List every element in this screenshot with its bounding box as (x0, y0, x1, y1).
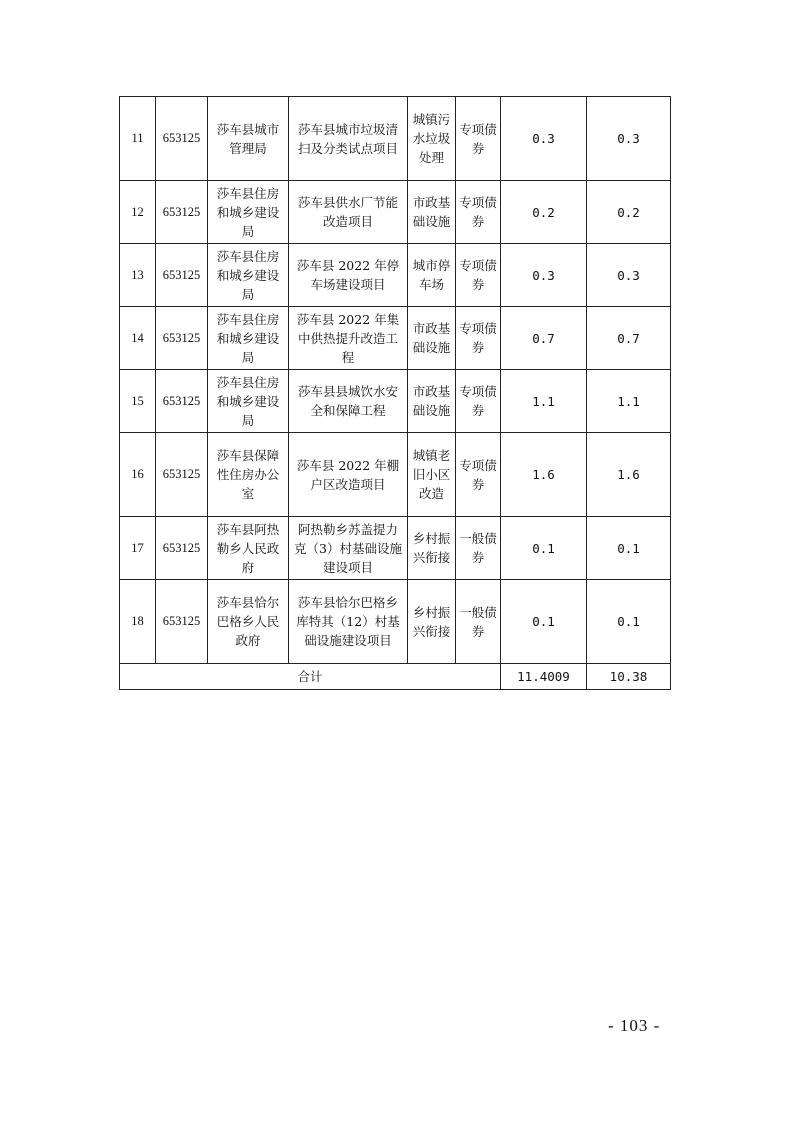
unit-name: 莎车县住房和城乡建设局 (208, 307, 289, 370)
project-name: 莎车县恰尔巴格乡库特其（12）村基础设施建设项目 (289, 580, 408, 664)
amount-1: 0.1 (501, 517, 587, 580)
region-code: 653125 (156, 97, 208, 181)
project-category: 市政基础设施 (408, 307, 456, 370)
project-name: 阿热勒乡苏盖提力克（3）村基础设施建设项目 (289, 517, 408, 580)
row-index: 16 (120, 433, 156, 517)
project-name: 莎车县 2022 年集中供热提升改造工程 (289, 307, 408, 370)
bond-project-table (119, 96, 671, 690)
table-row (120, 433, 671, 517)
unit-name: 莎车县城市管理局 (208, 97, 289, 181)
table-row (120, 244, 671, 307)
unit-name: 莎车县保障性住房办公室 (208, 433, 289, 517)
project-name: 莎车县 2022 年棚户区改造项目 (289, 433, 408, 517)
row-index: 14 (120, 307, 156, 370)
unit-name: 莎车县住房和城乡建设局 (208, 244, 289, 307)
amount-2: 0.3 (587, 97, 671, 181)
project-name: 莎车县 2022 年停车场建设项目 (289, 244, 408, 307)
amount-1: 0.3 (501, 97, 587, 181)
unit-name: 莎车县恰尔巴格乡人民政府 (208, 580, 289, 664)
region-code: 653125 (156, 181, 208, 244)
total-row (120, 664, 671, 690)
amount-1: 0.3 (501, 244, 587, 307)
row-index: 12 (120, 181, 156, 244)
unit-name: 莎车县住房和城乡建设局 (208, 370, 289, 433)
page-number: - 103 - (608, 1016, 661, 1035)
project-category: 市政基础设施 (408, 181, 456, 244)
region-code: 653125 (156, 433, 208, 517)
table-row (120, 97, 671, 181)
table-row (120, 580, 671, 664)
row-index: 15 (120, 370, 156, 433)
amount-1: 0.1 (501, 580, 587, 664)
amount-2: 0.7 (587, 307, 671, 370)
total-label: 合计 (120, 664, 501, 690)
project-name: 莎车县城市垃圾清扫及分类试点项目 (289, 97, 408, 181)
row-index: 11 (120, 97, 156, 181)
project-category: 市政基础设施 (408, 370, 456, 433)
project-category: 城镇污水垃圾处理 (408, 97, 456, 181)
bond-type: 专项债券 (456, 307, 501, 370)
project-name: 莎车县县城饮水安全和保障工程 (289, 370, 408, 433)
table-row (120, 307, 671, 370)
bond-type: 一般债券 (456, 517, 501, 580)
bond-type: 专项债券 (456, 370, 501, 433)
table-row (120, 517, 671, 580)
region-code: 653125 (156, 580, 208, 664)
row-index: 18 (120, 580, 156, 664)
region-code: 653125 (156, 307, 208, 370)
bond-type: 专项债券 (456, 181, 501, 244)
amount-2: 1.1 (587, 370, 671, 433)
table-body (120, 97, 671, 664)
project-category: 乡村振兴衔接 (408, 517, 456, 580)
total-amount-2: 10.38 (587, 664, 671, 690)
amount-2: 0.3 (587, 244, 671, 307)
amount-2: 0.1 (587, 517, 671, 580)
amount-1: 0.7 (501, 307, 587, 370)
region-code: 653125 (156, 244, 208, 307)
region-code: 653125 (156, 517, 208, 580)
project-category: 城市停车场 (408, 244, 456, 307)
amount-1: 1.6 (501, 433, 587, 517)
amount-1: 0.2 (501, 181, 587, 244)
unit-name: 莎车县住房和城乡建设局 (208, 181, 289, 244)
amount-2: 1.6 (587, 433, 671, 517)
bond-type: 专项债券 (456, 244, 501, 307)
project-category: 乡村振兴衔接 (408, 580, 456, 664)
bond-type: 专项债券 (456, 97, 501, 181)
amount-2: 0.2 (587, 181, 671, 244)
project-name: 莎车县供水厂节能改造项目 (289, 181, 408, 244)
amount-2: 0.1 (587, 580, 671, 664)
project-category: 城镇老旧小区改造 (408, 433, 456, 517)
unit-name: 莎车县阿热勒乡人民政府 (208, 517, 289, 580)
total-amount-1: 11.4009 (501, 664, 587, 690)
amount-1: 1.1 (501, 370, 587, 433)
table-row (120, 370, 671, 433)
row-index: 13 (120, 244, 156, 307)
bond-type: 专项债券 (456, 433, 501, 517)
table-row (120, 181, 671, 244)
row-index: 17 (120, 517, 156, 580)
region-code: 653125 (156, 370, 208, 433)
bond-type: 一般债券 (456, 580, 501, 664)
